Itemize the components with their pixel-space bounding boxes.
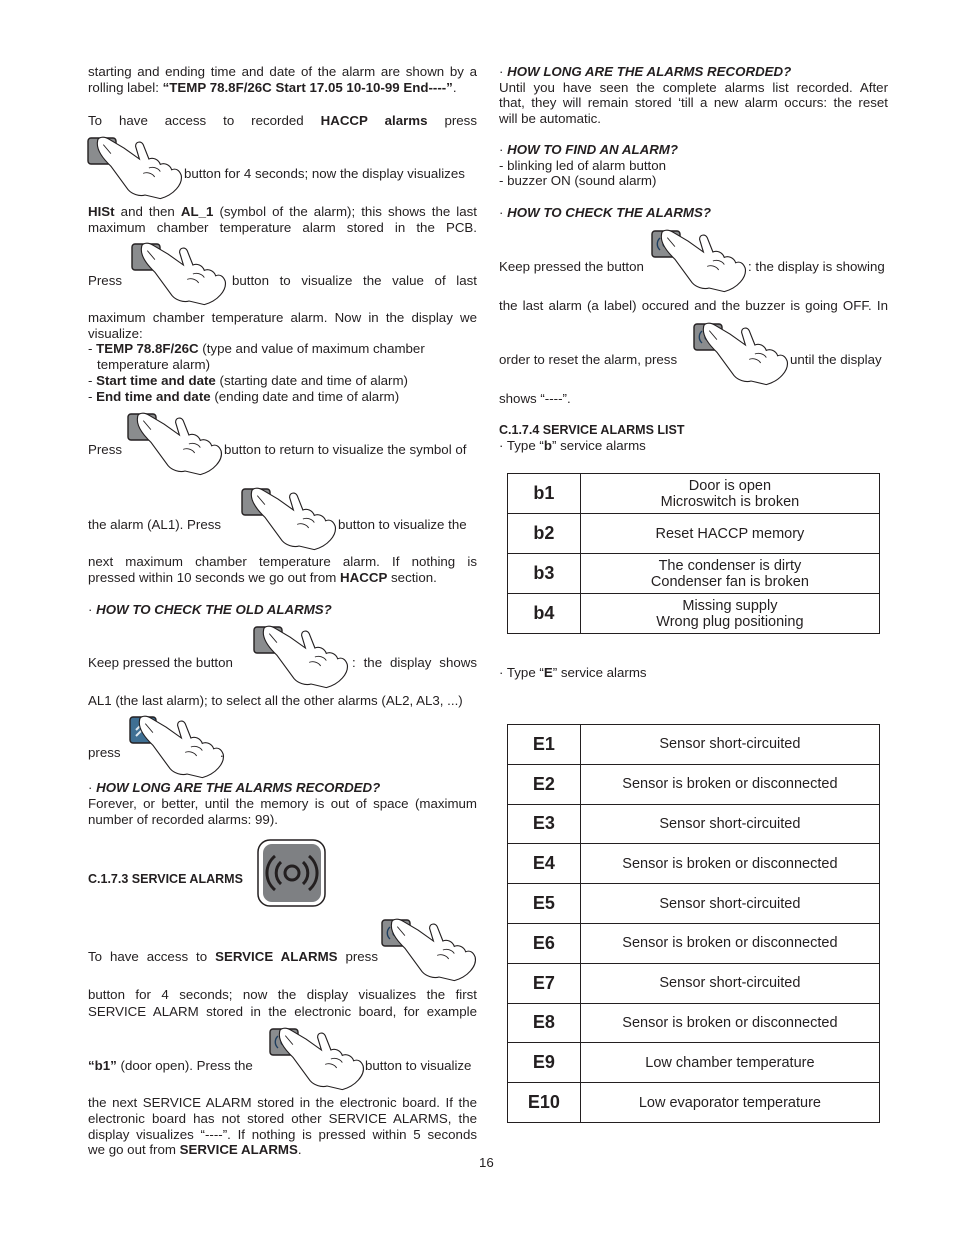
paragraph: next maximum chamber temperature alarm. If nothing is [88,554,477,569]
alarm-description: Door is open Microswitch is broken [580,474,879,514]
paragraph: “b1” (door open). Press the [88,1058,253,1073]
alarm-sound-button-icon [380,918,480,986]
paragraph: display visualizes “----”. If nothing is pressed within 5 seconds [88,1127,477,1142]
alarm-code: E7 [508,963,581,1003]
alarm-code: b3 [508,554,581,594]
gray-square-button-icon [130,242,230,310]
paragraph: To have access to SERVICE ALARMS press [88,949,378,964]
page-number: 16 [479,1155,494,1170]
table-row [508,764,880,804]
up-arrow-button-icon [128,715,228,783]
table-row [508,1003,880,1043]
paragraph: HISt and then AL_1 (symbol of the alarm); this shows the last [88,204,477,219]
alarm-description: Sensor is broken or disconnected [580,844,879,884]
paragraph: electronic board has not stored other SERVICE ALARMS, the [88,1111,477,1126]
alarm-description: Sensor short-circuited [580,804,879,844]
paragraph: button to visualize [365,1058,472,1073]
section-heading: C.1.7.3 SERVICE ALARMS [88,872,243,886]
paragraph: the alarm (AL1). Press [88,517,222,532]
paragraph: AL1 (the last alarm); to select all the other alarms (AL2, AL3, ...) [88,693,463,708]
paragraph: Press [88,442,122,457]
paragraph: button for 4 seconds; now the display visualizes the first [88,987,477,1002]
list-item: - Start time and date (starting date and time of alarm) [88,373,408,388]
alarm-code: E4 [508,844,581,884]
paragraph: will be automatic. [499,111,601,126]
list-item: - buzzer ON (sound alarm) [499,173,657,188]
paragraph: button for 4 seconds; now the display visualizes [184,166,465,181]
service-alarms-e-table [507,724,880,1123]
table-row [508,554,880,594]
alarm-code: E3 [508,804,581,844]
paragraph: pressed within 10 seconds we go out from HACCP section. [88,570,437,585]
paragraph: shows “----”. [499,391,571,406]
gray-square-button-icon [86,136,186,204]
list-item: - End time and date (ending date and time of alarm) [88,389,400,404]
paragraph: Forever, or better, until the memory is out of space (maximum [88,796,477,811]
paragraph: Press [88,273,122,288]
paragraph: we go out from SERVICE ALARMS. [88,1142,302,1157]
alarm-code: b1 [508,474,581,514]
section-question: · HOW TO FIND AN ALARM? [499,142,678,157]
paragraph: visualize: [88,326,143,341]
alarm-description: The condenser is dirty Condenser fan is broken [580,554,879,594]
paragraph: maximum chamber temperature alarm. Now in the display we [88,310,477,325]
service-alarms-b-table [507,473,880,634]
alarm-code: E10 [508,1083,581,1123]
table-row [508,804,880,844]
table-row [508,884,880,924]
section-question: · HOW LONG ARE THE ALARMS RECORDED? [88,780,381,795]
alarm-code: b4 [508,594,581,634]
paragraph: the last alarm (a label) occured and the buzzer is going OFF. In [499,298,888,313]
alarm-code: E8 [508,1003,581,1043]
paragraph: SERVICE ALARM stored in the electronic board, for example [88,1004,477,1019]
section-question: · HOW LONG ARE THE ALARMS RECORDED? [499,64,792,79]
table-row [508,923,880,963]
paragraph: order to reset the alarm, press [499,352,678,367]
section-question: · HOW TO CHECK THE OLD ALARMS? [88,602,332,617]
paragraph: maximum chamber temperature alarm stored in the PCB. [88,220,477,235]
alarm-sound-button-icon [268,1027,368,1095]
paragraph: · Type “E” service alarms [499,665,647,680]
alarm-code: E6 [508,923,581,963]
alarm-description: Sensor short-circuited [580,884,879,924]
alarm-sound-button-icon [650,229,750,297]
paragraph: : the display shows [352,655,477,670]
alarm-description: Sensor is broken or disconnected [580,923,879,963]
alarm-description: Low evaporator temperature [580,1083,879,1123]
gray-square-button-icon [240,487,340,555]
paragraph: Until you have seen the complete alarms list recorded. After [499,80,888,95]
paragraph: number of recorded alarms: 99). [88,812,278,827]
paragraph: button to return to visualize the symbol of [224,442,467,457]
paragraph: press [88,745,121,760]
paragraph: To have access to recorded HACCP alarms press [88,113,477,128]
alarm-description: Sensor short-circuited [580,725,879,765]
alarm-code: E1 [508,725,581,765]
paragraph: . [220,745,224,760]
alarm-description: Sensor is broken or disconnected [580,1003,879,1043]
paragraph: · Type “b” service alarms [499,438,646,453]
table-row [508,725,880,765]
paragraph: Keep pressed the button [88,655,233,670]
alarm-code: E2 [508,764,581,804]
alarm-code: E5 [508,884,581,924]
paragraph: until the display [790,352,882,367]
alarm-sound-button-icon [256,838,328,908]
alarm-description: Reset HACCP memory [580,514,879,554]
section-question: · HOW TO CHECK THE ALARMS? [499,205,711,220]
paragraph: Keep pressed the button [499,259,644,274]
paragraph: starting and ending time and date of the alarm are shown by a [88,64,477,79]
list-item: temperature alarm) [97,357,211,372]
paragraph: the next SERVICE ALARM stored in the electronic board. If the [88,1095,477,1110]
list-item: - blinking led of alarm button [499,158,667,173]
alarm-description: Low chamber temperature [580,1043,879,1083]
alarm-description: Missing supply Wrong plug positioning [580,594,879,634]
paragraph: rolling label: “TEMP 78.8F/26C Start 17.05 10-10-99 End----”. [88,80,457,95]
gray-square-button-icon [252,625,352,693]
list-item: - TEMP 78.8F/26C (type and value of maximum chamber [88,341,425,356]
table-row [508,963,880,1003]
paragraph: button to visualize the [338,517,467,532]
paragraph: : the display is showing [748,259,885,274]
table-row [508,474,880,514]
alarm-description: Sensor is broken or disconnected [580,764,879,804]
gray-square-button-icon [126,412,226,480]
table-row [508,844,880,884]
paragraph: that, they will remain stored ‘till a new alarm occurs: the reset [499,95,888,110]
table-row [508,1043,880,1083]
alarm-sound-button-icon [692,322,792,390]
table-row [508,514,880,554]
paragraph: button to visualize the value of last [232,273,477,288]
table-row [508,1083,880,1123]
alarm-code: E9 [508,1043,581,1083]
alarm-description: Sensor short-circuited [580,963,879,1003]
section-heading: C.1.7.4 SERVICE ALARMS LIST [499,423,685,437]
alarm-code: b2 [508,514,581,554]
table-row [508,594,880,634]
